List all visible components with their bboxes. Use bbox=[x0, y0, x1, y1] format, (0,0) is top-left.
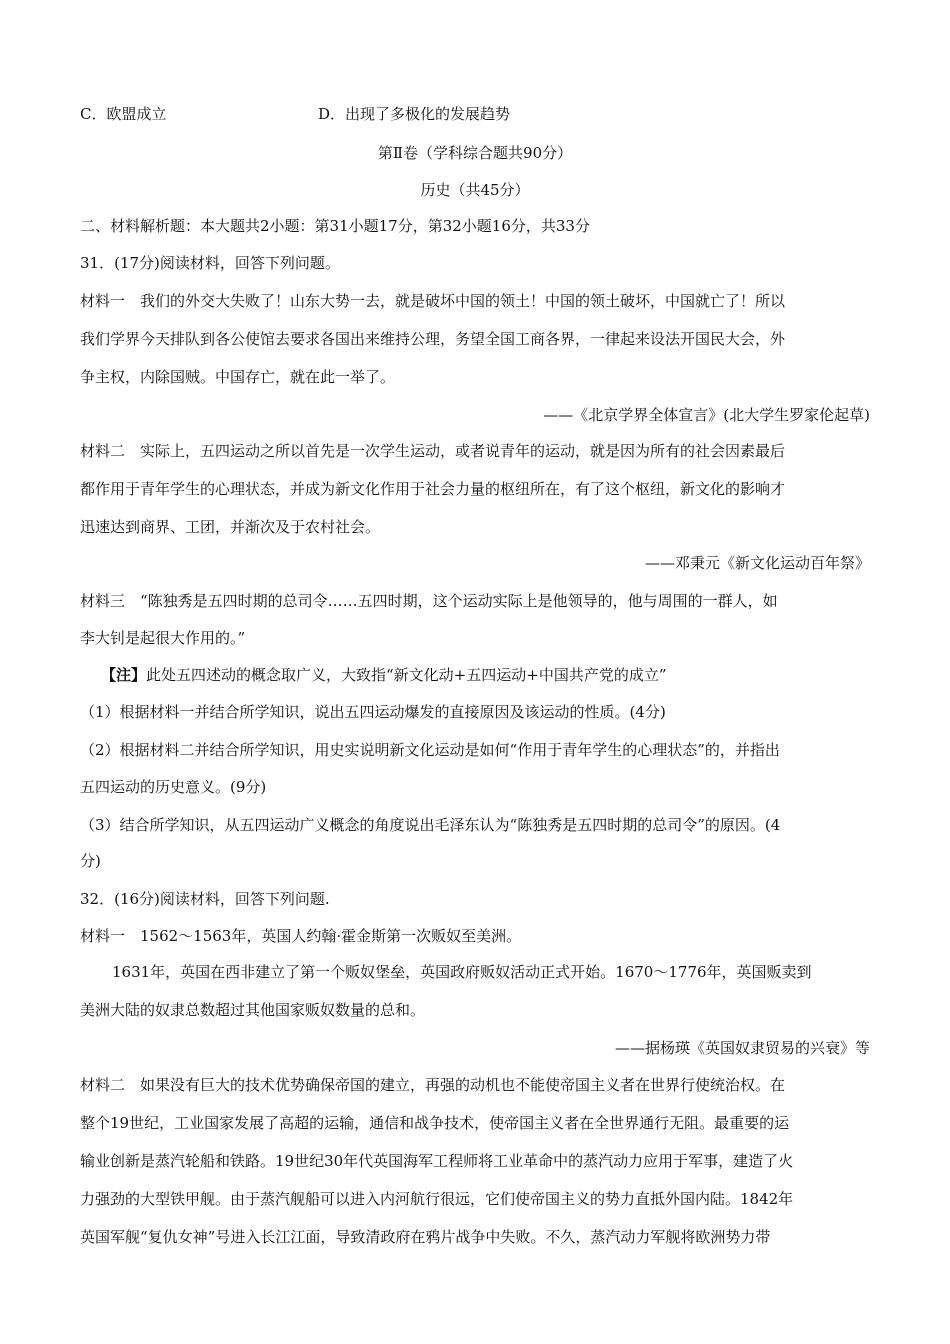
q32-m1-line: 材料一 1562～1563年，英国人约翰·霍金斯第一次贩奴至美洲。 bbox=[80, 927, 522, 945]
q31-question: （2）根据材料二并结合所学知识，用史实说明新文化运动是如何“作用于青年学生的心理状态”的，并指出 bbox=[80, 741, 780, 759]
option-d: D．出现了多极化的发展趋势 bbox=[318, 105, 511, 123]
section-subtitle: 历史（共45分） bbox=[420, 181, 530, 199]
q31-m1-line: 材料一 我们的外交大失败了！山东大势一去，就是破坏中国的领土！中国的领土破坏，中国就亡了！所以 bbox=[80, 292, 786, 310]
option-c: C．欧盟成立 bbox=[80, 105, 167, 123]
q32-m2-line: 力强劲的大型铁甲舰。由于蒸汽舰船可以进入内河航行很远，它们使帝国主义的势力直抵外国内陆。1842年 bbox=[80, 1190, 794, 1208]
q31-m2-source: ——邓秉元《新文化运动百年祭》 bbox=[644, 554, 870, 572]
q31-m1-line: 争主权，内除国贼。中国存亡，就在此一举了。 bbox=[80, 368, 396, 386]
q32-m1-source: ——据杨瑛《英国奴隶贸易的兴衰》等 bbox=[614, 1039, 870, 1057]
q31-question: 分) bbox=[80, 852, 101, 870]
section-title: 第Ⅱ卷（学科综合题共90分） bbox=[377, 144, 573, 162]
q31-m2-line: 材料二 实际上，五四运动之所以首先是一次学生运动，或者说青年的运动，就是因为所有的社会因素最后 bbox=[80, 442, 786, 460]
note-mark: 【注】 bbox=[101, 666, 147, 684]
q31-question: （3）结合所学知识，从五四运动广义概念的角度说出毛泽东认为“陈独秀是五四时期的总司令”的原因。(4 bbox=[80, 816, 781, 834]
q31-header: 31．(17分)阅读材料，回答下列问题。 bbox=[80, 254, 340, 272]
q31-m1-source: ——《北京学界全体宣言》(北大学生罗家伦起草) bbox=[543, 406, 870, 424]
q31-m3-line: 李大钊是起很大作用的。” bbox=[80, 629, 246, 647]
q32-m1-para: 1631年，英国在西非建立了第一个贩奴堡垒，英国政府贩奴活动正式开始。1670～1776年，英国贩卖到 bbox=[112, 963, 812, 981]
q32-m2-line: 材料二 如果没有巨大的技术优势确保帝国的建立，再强的动机也不能使帝国主义者在世界行使统治权。在 bbox=[80, 1076, 786, 1094]
q31-question: （1）根据材料一并结合所学知识，说出五四运动爆发的直接原因及该运动的性质。(4分) bbox=[80, 703, 666, 721]
q32-m1-para: 美洲大陆的奴隶总数超过其他国家贩奴数量的总和。 bbox=[80, 1001, 426, 1019]
q31-m1-line: 我们学界今天排队到各公使馆去要求各国出来维持公理，务望全国工商各界，一律起来设法开国民大会，外 bbox=[80, 330, 786, 348]
q31-note bbox=[101, 665, 870, 685]
section-instruction: 二、材料解析题：本大题共2小题：第31小题17分，第32小题16分，共33分 bbox=[80, 217, 590, 235]
note-text: 此处五四述动的概念取广义，大致指“新文化动+五四运动+中国共产党的成立” bbox=[146, 666, 667, 684]
q31-question: 五四运动的历史意义。(9分) bbox=[80, 778, 267, 796]
q31-m2-line: 迅速达到商界、工团，并渐次及于农村社会。 bbox=[80, 518, 381, 536]
q32-m2-line: 输业创新是蒸汽轮船和铁路。19世纪30年代英国海军工程师将工业革命中的蒸汽动力应用于军事，建造了火 bbox=[80, 1152, 794, 1170]
q31-m2-line: 都作用于青年学生的心理状态，并成为新文化作用于社会力量的枢纽所在，有了这个枢纽，新文化的影响才 bbox=[80, 480, 786, 498]
q32-m2-line: 英国军舰“复仇女神”号进入长江江面，导致清政府在鸦片战争中失败。不久，蒸汽动力军舰将欧洲势力带 bbox=[80, 1228, 771, 1246]
q31-m3-line: 材料三 “陈独秀是五四时期的总司令……五四时期，这个运动实际上是他领导的，他与周围的一群人，如 bbox=[80, 592, 778, 610]
q32-header: 32．(16分)阅读材料，回答下列问题. bbox=[80, 890, 330, 908]
q32-m2-line: 整个19世纪，工业国家发展了高超的运输，通信和战争技术，使帝国主义者在全世界通行无阻。最重要的运 bbox=[80, 1114, 790, 1132]
